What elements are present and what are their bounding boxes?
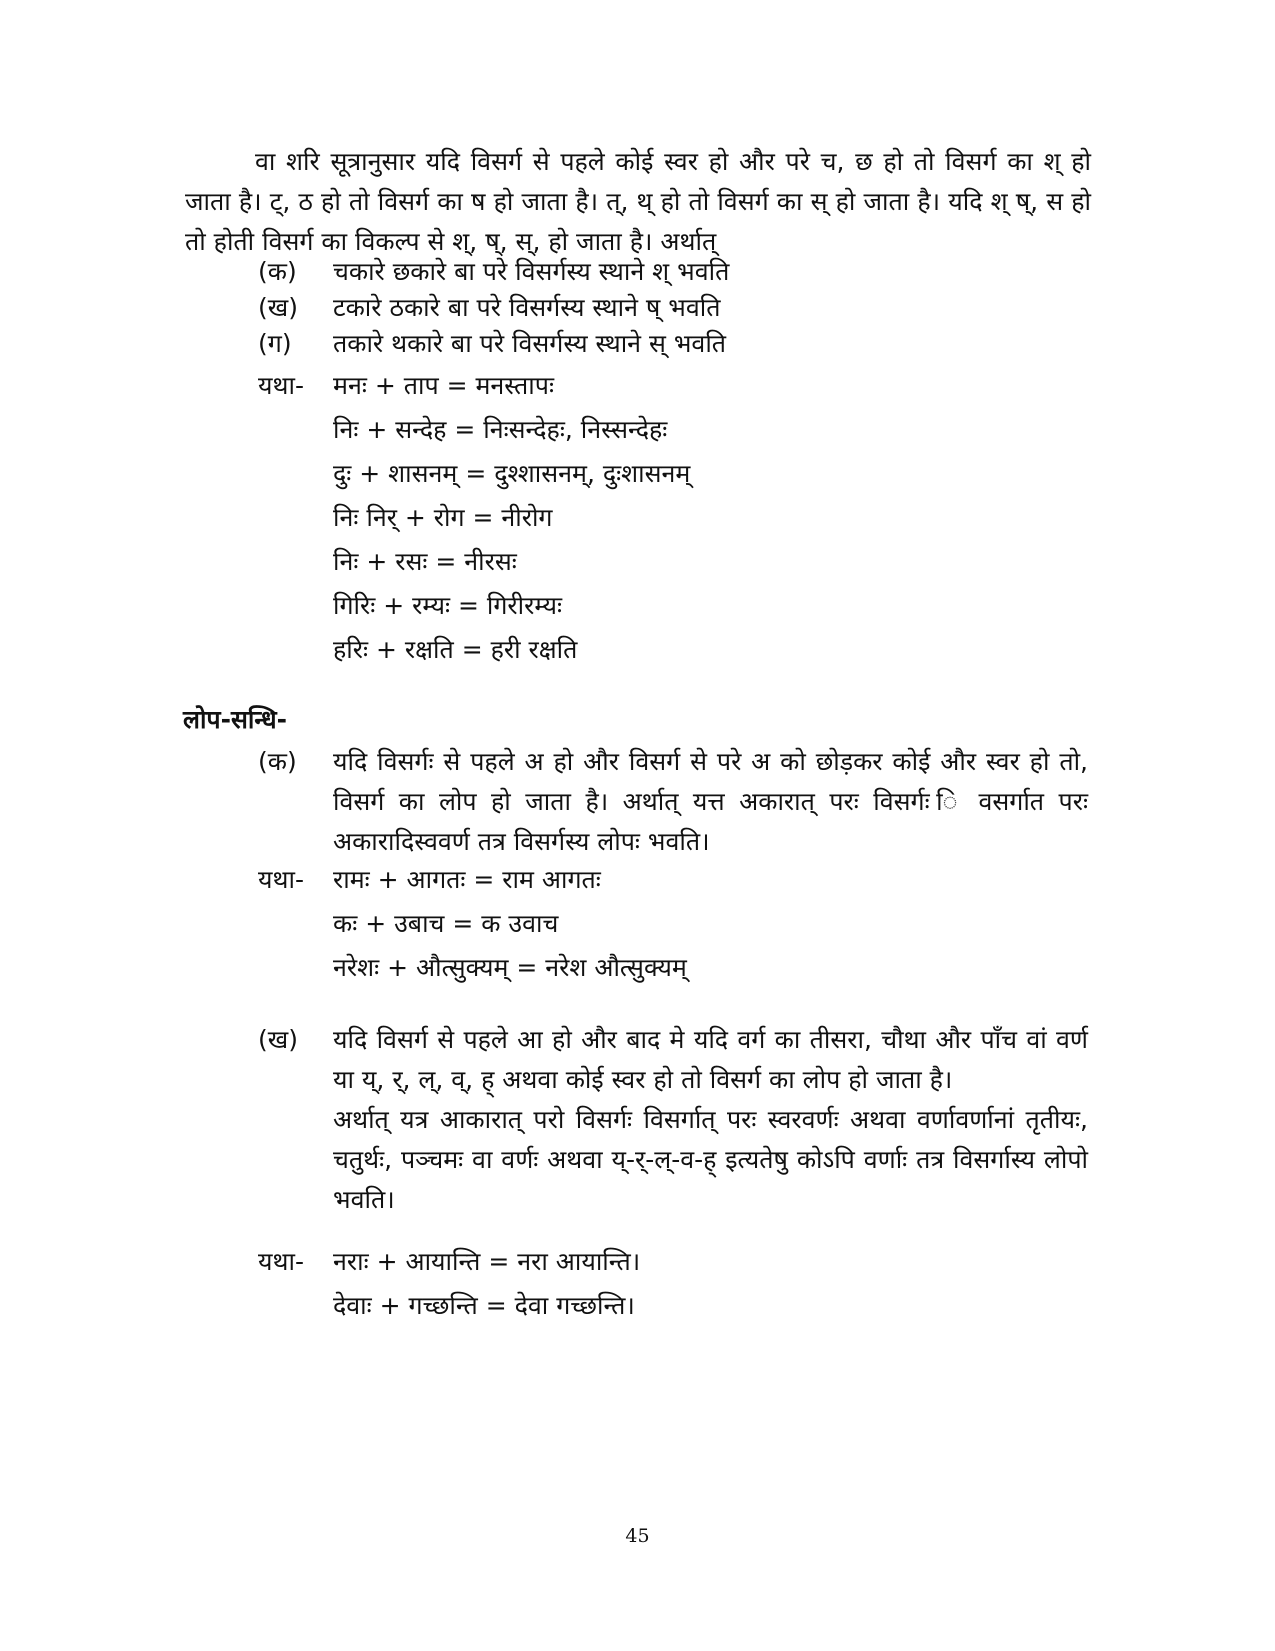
example-label: यथा- [258,371,304,400]
example-line: कः + उबाच = क उवाच [333,909,559,938]
section-kha-text-block [333,1020,1088,1220]
example-line: निः निर् + रोग = नीरोग [333,503,553,532]
section-kha-text-2: अर्थात् यत्र आकारात् परो विसर्गः विसर्गात् परः स्वरवर्णः अथवा वर्णावर्णानां तृतीयः, चतुर्थः, पञ्चमः वा वर्णः अथवा य्-र्-ल्-व-ह् इत्यतेषु कोऽपि वर्णाः तत्र विसर्गास्य लोपो भवति। [333,1105,1088,1214]
rule-marker-ga: (ग) [258,329,292,358]
example-line: नरेशः + औत्सुक्यम् = नरेश औत्सुक्यम् [333,953,687,982]
example-line: देवाः + गच्छन्ति = देवा गच्छन्ति। [333,1291,635,1320]
example-line: हरिः + रक्षति = हरी रक्षति [333,635,578,664]
example-line: नराः + आयान्ति = नरा आयान्ति। [333,1247,641,1276]
example-line: मनः + ताप = मनस्तापः [333,371,555,400]
rule-marker-ka: (क) [258,257,297,286]
rule-text-kha: टकारे ठकारे बा परे विसर्गस्य स्थाने ष् भवति [333,293,721,322]
rule-text-ka: चकारे छकारे बा परे विसर्गस्य स्थाने श् भवति [333,257,730,286]
example-line: गिरिः + रम्यः = गिरीरम्यः [333,591,563,620]
section-ka-text-block [333,742,1088,862]
rule-marker-kha: (ख) [258,293,298,322]
rule-text-ga: तकारे थकारे बा परे विसर्गस्य स्थाने स् भवति [333,329,727,358]
intro-paragraph [185,142,1091,262]
page-number: 45 [625,1525,650,1547]
section-kha-text: यदि विसर्ग से पहले आ हो और बाद मे यदि वर्ग का तीसरा, चौथा और पाँच वां वर्ण या य्, र्, ल्, व्, ह् अथवा कोई स्वर हो तो विसर्ग का लोप हो जाता है। [333,1025,1088,1094]
example-line: दुः + शासनम् = दुश्शासनम्, दुःशासनम् [333,459,691,488]
example-line: रामः + आगतः = राम आगतः [333,865,601,894]
intro-paragraph-text: वा शरि सूत्रानुसार यदि विसर्ग से पहले कोई स्वर हो और परे च, छ हो तो विसर्ग का श् हो जाता है। ट्, ठ हो तो विसर्ग का ष हो जाता है। त्, थ् हो तो विसर्ग का स् हो जाता है। यदि श् ष्, स हो तो होती विसर्ग का विकल्प से श्, ष्, स्, हो जाता है। अर्थात् [185,147,1091,256]
section-marker-kha: (ख) [258,1025,298,1054]
example-label: यथा- [258,1247,304,1276]
example-line: निः + रसः = नीरसः [333,547,517,576]
section-ka-text: यदि विसर्गः से पहले अ हो और विसर्ग से परे अ को छोड़कर कोई और स्वर हो तो, विसर्ग का लोप हो जाता है। अर्थात् यत्त अकारात् परः विसर्गः ि वसर्गात परः अकारादिस्ववर्ण तत्र विसर्गस्य लोपः भवति। [333,747,1088,856]
example-line: निः + सन्देह = निःसन्देहः, निस्सन्देहः [333,415,668,444]
section-marker-ka: (क) [258,747,297,776]
example-label: यथा- [258,865,304,894]
section-heading-lop-sandhi: लोप-सन्धि- [183,705,288,734]
